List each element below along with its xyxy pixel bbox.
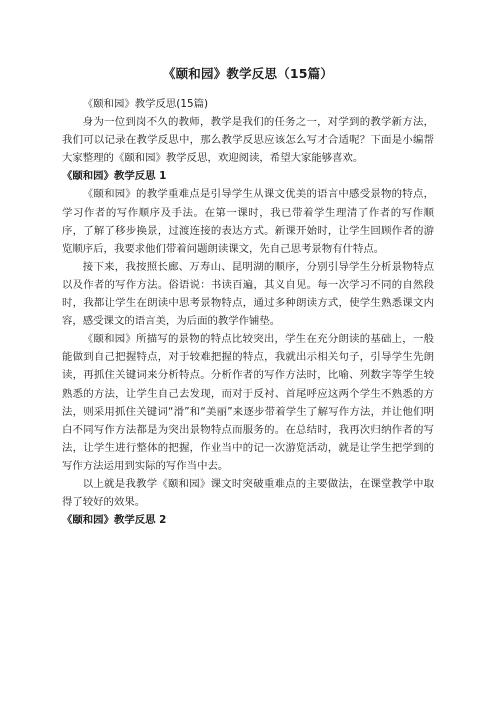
section-heading-1: 《颐和园》教学反思 1 — [62, 170, 167, 183]
section-1-paragraph-2: 接下来，我按照长廊、万寿山、昆明湖的顺序，分别引导学生分析景物特点以及作者的写作方法。俗语说：书读百遍，其义自见。每一次学习不同的自然段时，我都让学生在朗读中思考景物特点，通过多种朗读方式，使学生熟悉课文内容，感受课文的语言美，为后面的教学作铺垫。 — [62, 260, 434, 328]
section-1-paragraph-4: 以上就是我教学《颐和园》课文时突破重难点的主要做法，在课堂教学中取得了较好的效果。 — [62, 477, 434, 509]
intro-paragraph: 身为一位到岗不久的教师，教学是我们的任务之一，对学到的教学新方法，我们可以记录在教学反思中，那么教学反思应该怎么写才合适呢？下面是小编帮大家整理的《颐和园》教学反思，欢迎阅读，希望大家能够喜欢。 — [62, 116, 434, 165]
section-heading-2: 《颐和园》教学反思 2 — [62, 514, 167, 527]
document-title: 《颐和园》教学反思（15篇） — [162, 66, 334, 81]
intro-heading: 《颐和园》教学反思(15篇) — [82, 98, 209, 110]
section-1-paragraph-3: 《颐和园》所描写的景物的特点比较突出，学生在充分朗读的基础上，一般能做到自己把握特点，对于较难把握的特点，我就出示相关句子，引导学生先朗读，再抓住关键词来分析特点。分析作者的写作方法时，比喻、列数字等学生较熟悉的方法，让学生自己去发现，而对于反衬、首尾呼应这两个学生不熟悉的方法，则采用抓住关键词“滑”和“美丽”来逐步带着学生了解写作方法，并让他们明白不同写作方法都是为突出景物特点而服务的。在总结时，我再次归纳作者的写法，让学生进行整体的把握，作业当中的记一次游览活动，就是让学生把学到的写作方法运用到实际的写作当中去。 — [62, 333, 434, 472]
section-1-paragraph-1: 《颐和园》的教学重难点是引导学生从课文优美的语言中感受景物的特点，学习作者的写作顺序及手法。在第一课时，我已带着学生理清了作者的写作顺序，了解了移步换景，过渡连接的表达方式。新课开始时，让学生回顾作者的游览顺序后，我要求他们带着问题朗读课文，先自己思考景物有什特点。 — [62, 188, 434, 255]
document-body — [62, 95, 434, 529]
